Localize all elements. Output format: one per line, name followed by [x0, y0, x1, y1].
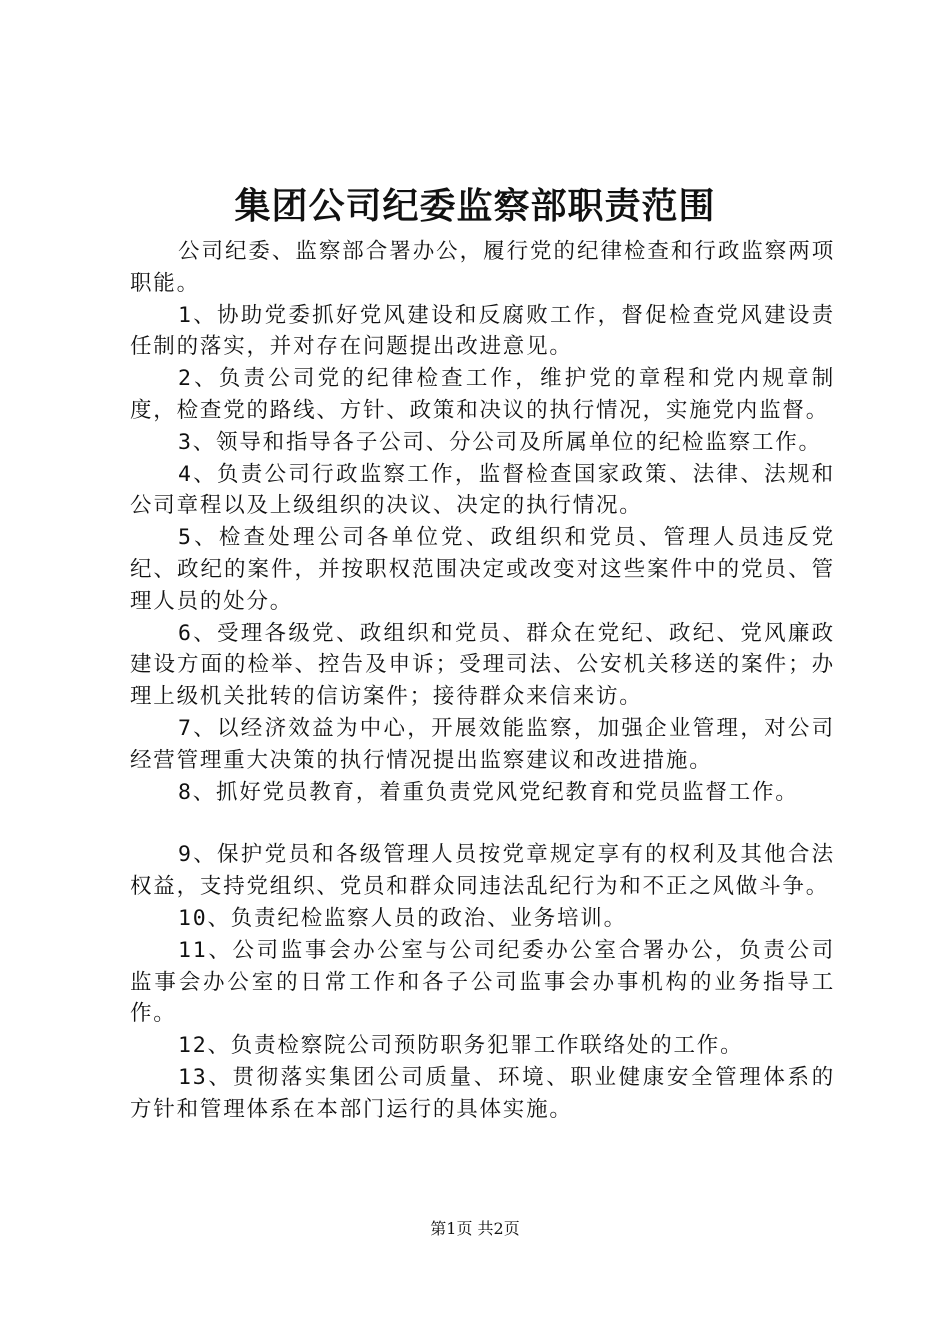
intro-paragraph: 公司纪委、监察部合署办公，履行党的纪律检查和行政监察两项职能。 — [130, 239, 835, 296]
duty-item-9: 9、保护党员和各级管理人员按党章规定享有的权利及其他合法权益，支持党组织、党员和群众同违法乱纪行为和不正之风做斗争。 — [130, 842, 835, 900]
duty-item-2: 2、负责公司党的纪律检查工作，维护党的章程和党内规章制度，检查党的路线、方针、政策和决议的执行情况，实施党内监督。 — [130, 366, 835, 423]
duty-item-4: 4、负责公司行政监察工作，监督检查国家政策、法律、法规和公司章程以及上级组织的决议、决定的执行情况。 — [130, 461, 835, 519]
page-footer: 第1页 共2页 — [430, 1219, 520, 1238]
duty-item-5: 5、检查处理公司各单位党、政组织和党员、管理人员违反党纪、政纪的案件，并按职权范围决定或改变对这些案件中的党员、管理人员的处分。 — [130, 525, 835, 614]
duty-item-1: 1、协助党委抓好党风建设和反腐败工作，督促检查党风建设责任制的落实，并对存在问题提出改进意见。 — [130, 302, 835, 360]
document-body — [130, 236, 835, 1126]
duty-item-8: 8、抓好党员教育，着重负责党风党纪教育和党员监督工作。 — [178, 779, 799, 805]
duty-item-6: 6、受理各级党、政组织和党员、群众在党纪、政纪、党风廉政建设方面的检举、控告及申诉；受理司法、公安机关移送的案件；办理上级机关批转的信访案件；接待群众来信来访。 — [130, 620, 835, 710]
duty-item-10: 10、负责纪检监察人员的政治、业务培训。 — [178, 905, 627, 931]
duty-item-12: 12、负责检察院公司预防职务犯罪工作联络处的工作。 — [178, 1033, 744, 1059]
duty-item-11: 11、公司监事会办公室与公司纪委办公室合署办公，负责公司监事会办公室的日常工作和各子公司监事会办事机构的业务指导工作。 — [130, 937, 835, 1027]
duty-item-3: 3、领导和指导各子公司、分公司及所属单位的纪检监察工作。 — [178, 429, 822, 455]
duty-item-13: 13、贯彻落实集团公司质量、环境、职业健康安全管理体系的方针和管理体系在本部门运行的具体实施。 — [130, 1064, 835, 1122]
duty-item-7: 7、以经济效益为中心，开展效能监察，加强企业管理，对公司经营管理重大决策的执行情况提出监察建议和改进措施。 — [130, 715, 835, 773]
document-title: 集团公司纪委监察部职责范围 — [234, 185, 716, 227]
